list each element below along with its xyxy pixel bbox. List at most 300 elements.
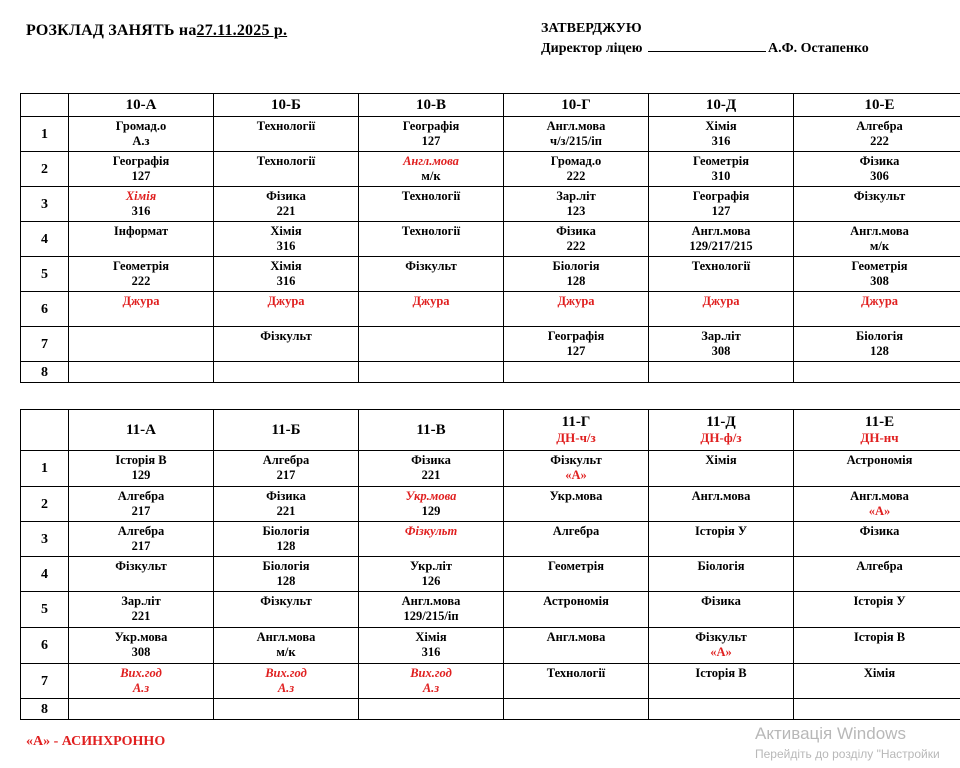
lesson-number: 7 — [21, 664, 69, 699]
lesson-number: 1 — [21, 117, 69, 152]
class-header — [359, 94, 504, 117]
class-header — [69, 94, 214, 117]
lesson-cell — [214, 487, 359, 522]
subject-name: Англ.мова — [850, 224, 909, 238]
lesson-cell — [794, 592, 960, 628]
room-or-note: 217 — [131, 539, 151, 553]
class-subtitle: ДН-ф/з — [700, 430, 742, 445]
room-or-note: 316 — [711, 134, 731, 148]
lesson-cell — [504, 362, 649, 383]
class-header — [214, 410, 359, 451]
lesson-number: 5 — [21, 592, 69, 628]
subject-name: Алгебра — [552, 524, 600, 538]
subject-name: Географія — [692, 189, 750, 203]
lesson-cell — [214, 522, 359, 557]
lesson-number: 7 — [21, 327, 69, 362]
lesson-cell — [69, 522, 214, 557]
corner-cell — [21, 94, 69, 117]
class-name: 10-Д — [705, 96, 737, 113]
lesson-cell — [359, 152, 504, 187]
room-or-note: 308 — [131, 645, 151, 659]
lesson-cell — [214, 592, 359, 628]
lesson-cell — [359, 292, 504, 327]
lesson-cell — [504, 152, 649, 187]
subject-name: Астрономія — [543, 594, 609, 608]
lesson-cell — [214, 187, 359, 222]
subject-name: Укр.мова — [549, 489, 603, 503]
lesson-cell — [649, 222, 794, 257]
lesson-cell — [359, 117, 504, 152]
lesson-cell — [69, 152, 214, 187]
room-or-note: «А» — [710, 645, 732, 659]
approval-block — [541, 19, 869, 59]
title-date: 27.11.2025 р. — [196, 22, 288, 39]
subject-name: Громад.о — [550, 154, 602, 168]
subject-name: Фізкульт — [550, 453, 602, 467]
windows-activation-watermark — [755, 724, 940, 761]
subject-name: Технології — [691, 259, 751, 273]
room-or-note: 222 — [131, 274, 151, 288]
room-or-note: 128 — [276, 574, 296, 588]
subject-name: Технології — [401, 224, 461, 238]
lesson-cell — [649, 327, 794, 362]
lesson-cell — [649, 664, 794, 699]
lesson-number: 2 — [21, 152, 69, 187]
subject-name: Хімія — [705, 119, 737, 133]
subject-name: Англ.мова — [403, 154, 459, 168]
lesson-cell — [794, 292, 960, 327]
room-or-note: 221 — [276, 204, 296, 218]
class-header — [794, 410, 960, 451]
room-or-note: 127 — [566, 344, 586, 358]
lesson-cell — [359, 557, 504, 592]
lesson-number: 8 — [21, 699, 69, 720]
subject-name: Англ.мова — [401, 594, 461, 608]
room-or-note: 129/215/іп — [403, 609, 459, 623]
room-or-note: А.з — [132, 134, 150, 148]
lesson-cell — [794, 487, 960, 522]
lesson-cell — [504, 592, 649, 628]
subject-name: Вих.год — [265, 666, 307, 680]
lesson-row — [21, 522, 960, 557]
subject-name: Вих.год — [120, 666, 162, 680]
lesson-cell — [359, 451, 504, 487]
lesson-number: 4 — [21, 557, 69, 592]
room-or-note: 308 — [711, 344, 731, 358]
subject-name: Геометрія — [851, 259, 908, 273]
class-name: 11-А — [126, 421, 156, 438]
lesson-row — [21, 487, 960, 522]
subject-name: Алгебра — [262, 453, 310, 467]
room-or-note: «А» — [565, 468, 587, 482]
room-or-note: 126 — [421, 574, 441, 588]
room-or-note: «А» — [868, 504, 891, 518]
lesson-row — [21, 592, 960, 628]
room-or-note: 127 — [131, 169, 151, 183]
lesson-row — [21, 628, 960, 664]
lesson-row — [21, 451, 960, 487]
subject-name: Укр.мова — [405, 489, 457, 503]
lesson-cell — [649, 117, 794, 152]
lesson-cell — [214, 557, 359, 592]
lesson-cell — [649, 592, 794, 628]
header-row — [21, 94, 960, 117]
lesson-number: 6 — [21, 292, 69, 327]
class-header — [649, 410, 794, 451]
lesson-cell — [504, 327, 649, 362]
lesson-cell — [649, 187, 794, 222]
subject-name: Фізика — [556, 224, 596, 238]
lesson-cell — [794, 222, 960, 257]
lesson-cell — [649, 487, 794, 522]
lesson-cell — [649, 628, 794, 664]
lesson-cell — [649, 451, 794, 487]
lesson-cell — [504, 117, 649, 152]
subject-name: Технології — [401, 189, 461, 203]
lesson-row — [21, 257, 960, 292]
subject-name: Хімія — [270, 224, 302, 238]
lesson-cell — [359, 628, 504, 664]
class-name: 11-В — [416, 421, 446, 438]
lesson-number: 1 — [21, 451, 69, 487]
watermark-line1: Активація Windows — [755, 724, 906, 743]
class-subtitle: ДН-ч/з — [556, 430, 596, 445]
subject-name: Хімія — [270, 259, 302, 273]
director-name: А.Ф. Остапенко — [767, 41, 869, 56]
lesson-cell — [794, 522, 960, 557]
lesson-cell — [69, 257, 214, 292]
subject-name: Укр.мова — [114, 630, 168, 644]
lesson-cell — [794, 362, 960, 383]
lesson-row — [21, 187, 960, 222]
room-or-note: 306 — [870, 169, 889, 183]
class-name: 11-Г — [561, 414, 591, 430]
lesson-cell — [214, 699, 359, 720]
lesson-row — [21, 362, 960, 383]
room-or-note: А.з — [422, 681, 440, 695]
lesson-number: 8 — [21, 362, 69, 383]
subject-name: Астрономія — [846, 453, 913, 467]
lesson-cell — [649, 362, 794, 383]
subject-name: Історія У — [853, 594, 906, 608]
room-or-note: 222 — [566, 239, 586, 253]
lesson-cell — [359, 592, 504, 628]
lesson-row — [21, 117, 960, 152]
room-or-note: ч/з/215/іп — [550, 134, 602, 148]
title-prefix: РОЗКЛАД ЗАНЯТЬ на — [26, 22, 197, 39]
room-or-note: 129/217/215 — [689, 239, 753, 253]
class-header — [794, 94, 960, 117]
room-or-note: 129 — [131, 468, 151, 482]
subject-name: Хімія — [705, 453, 737, 467]
lesson-cell — [794, 152, 960, 187]
lesson-cell — [649, 292, 794, 327]
lesson-cell — [69, 664, 214, 699]
subject-name: Джура — [122, 294, 160, 308]
room-or-note: 127 — [711, 204, 731, 218]
lesson-cell — [649, 699, 794, 720]
subject-name: Англ.мова — [850, 489, 909, 503]
lesson-cell — [214, 327, 359, 362]
subject-name: Алгебра — [856, 559, 903, 573]
subject-name: Алгебра — [117, 524, 165, 538]
lesson-cell — [794, 557, 960, 592]
room-or-note: 128 — [566, 274, 586, 288]
room-or-note: 221 — [131, 609, 151, 623]
lesson-number: 3 — [21, 187, 69, 222]
lesson-row — [21, 699, 960, 720]
lesson-cell — [794, 451, 960, 487]
lesson-number: 3 — [21, 522, 69, 557]
lesson-cell — [214, 292, 359, 327]
subject-name: Фізкульт — [405, 259, 457, 273]
room-or-note: 222 — [566, 169, 586, 183]
lesson-cell — [69, 557, 214, 592]
room-or-note: 316 — [276, 239, 296, 253]
lesson-cell — [69, 327, 214, 362]
subject-name: Історія В — [695, 666, 747, 680]
room-or-note: 308 — [870, 274, 889, 288]
lesson-cell — [504, 451, 649, 487]
lesson-cell — [69, 117, 214, 152]
lesson-cell — [504, 522, 649, 557]
schedule-table-grade11 — [20, 409, 960, 720]
lesson-cell — [504, 187, 649, 222]
lesson-cell — [504, 699, 649, 720]
class-header — [359, 410, 504, 451]
subject-name: Джура — [860, 294, 899, 308]
room-or-note: 222 — [870, 134, 889, 148]
class-name: 11-Е — [864, 414, 895, 430]
subject-name: Технології — [256, 119, 316, 133]
watermark-line2: Перейдіть до розділу "Настройки — [755, 747, 940, 761]
lesson-cell — [359, 187, 504, 222]
lesson-cell — [649, 522, 794, 557]
lesson-row — [21, 664, 960, 699]
lesson-row — [21, 557, 960, 592]
lesson-cell — [794, 327, 960, 362]
subject-name: Джура — [702, 294, 740, 308]
subject-name: Укр.літ — [409, 559, 453, 573]
subject-name: Фізкульт — [115, 559, 167, 573]
subject-name: Зар.літ — [121, 594, 161, 608]
lesson-cell — [69, 292, 214, 327]
lesson-cell — [359, 699, 504, 720]
room-or-note: 127 — [421, 134, 441, 148]
subject-name: Географія — [547, 329, 605, 343]
lesson-cell — [214, 152, 359, 187]
lesson-cell — [69, 451, 214, 487]
lesson-cell — [359, 362, 504, 383]
lesson-cell — [359, 327, 504, 362]
room-or-note: м/к — [869, 239, 890, 253]
subject-name: Фізика — [859, 154, 900, 168]
room-or-note: 221 — [276, 504, 296, 518]
subject-name: Географія — [402, 119, 460, 133]
subject-name: Технології — [546, 666, 606, 680]
lesson-cell — [794, 187, 960, 222]
lesson-cell — [69, 487, 214, 522]
room-or-note: 221 — [421, 468, 441, 482]
class-header — [504, 410, 649, 451]
subject-name: Джура — [267, 294, 305, 308]
class-header — [214, 94, 359, 117]
room-or-note: 217 — [276, 468, 296, 482]
lesson-cell — [649, 152, 794, 187]
room-or-note: 129 — [421, 504, 441, 518]
lesson-cell — [359, 664, 504, 699]
class-name: 10-А — [125, 96, 157, 113]
lesson-cell — [69, 362, 214, 383]
room-or-note: А.з — [277, 681, 295, 695]
subject-name: Біологія — [697, 559, 745, 573]
subject-name: Англ.мова — [691, 224, 751, 238]
lesson-cell — [649, 257, 794, 292]
subject-name: Алгебра — [856, 119, 903, 133]
subject-name: Хімія — [863, 666, 896, 680]
subject-name: Геометрія — [112, 259, 170, 273]
lesson-cell — [504, 628, 649, 664]
subject-name: Фізкульт — [260, 329, 312, 343]
subject-name: Алгебра — [117, 489, 165, 503]
lesson-cell — [504, 664, 649, 699]
header-row — [21, 410, 960, 451]
subject-name: Геометрія — [547, 559, 605, 573]
lesson-cell — [69, 187, 214, 222]
lesson-cell — [794, 628, 960, 664]
subject-name: Біологія — [856, 329, 903, 343]
subject-name: Історія В — [853, 630, 906, 644]
lesson-cell — [214, 451, 359, 487]
room-or-note: 316 — [276, 274, 296, 288]
subject-name: Біологія — [262, 559, 310, 573]
room-or-note: 128 — [276, 539, 296, 553]
subject-name: Фізкульт — [404, 524, 458, 538]
subject-name: Фізика — [266, 189, 306, 203]
lesson-number: 4 — [21, 222, 69, 257]
room-or-note: 310 — [711, 169, 731, 183]
subject-name: Інформат — [113, 224, 169, 238]
class-name: 10-Г — [561, 96, 591, 113]
page-title — [26, 22, 287, 40]
lesson-number: 6 — [21, 628, 69, 664]
corner-cell — [21, 410, 69, 451]
lesson-cell — [214, 362, 359, 383]
subject-name: Історія В — [115, 453, 167, 467]
subject-name: Фізика — [266, 489, 306, 503]
subject-name: Фізкульт — [260, 594, 312, 608]
subject-name: Англ.мова — [546, 119, 606, 133]
subject-name: Історія У — [694, 524, 748, 538]
class-name: 10-Е — [864, 96, 895, 113]
room-or-note: А.з — [132, 681, 150, 695]
signature-line — [648, 39, 766, 52]
lesson-number: 5 — [21, 257, 69, 292]
subject-name: Біологія — [552, 259, 600, 273]
subject-name: Географія — [112, 154, 170, 168]
lesson-cell — [214, 222, 359, 257]
lesson-cell — [359, 522, 504, 557]
footnote-async: «А» - АСИНХРОННО — [26, 734, 166, 749]
subject-name: Англ.мова — [256, 630, 316, 644]
class-header — [69, 410, 214, 451]
lesson-row — [21, 152, 960, 187]
subject-name: Фізкульт — [695, 630, 747, 644]
subject-name: Біологія — [262, 524, 310, 538]
lesson-cell — [359, 487, 504, 522]
subject-name: Зар.літ — [701, 329, 741, 343]
lesson-cell — [214, 257, 359, 292]
lesson-row — [21, 222, 960, 257]
lesson-cell — [794, 117, 960, 152]
lesson-cell — [504, 487, 649, 522]
subject-name: Геометрія — [692, 154, 750, 168]
subject-name: Фізика — [411, 453, 451, 467]
subject-name: Джура — [557, 294, 595, 308]
lesson-cell — [504, 257, 649, 292]
lesson-cell — [359, 257, 504, 292]
class-header — [649, 94, 794, 117]
lesson-cell — [504, 292, 649, 327]
subject-name: Зар.літ — [556, 189, 596, 203]
subject-name: Вих.год — [410, 666, 452, 680]
subject-name: Джура — [412, 294, 450, 308]
approve-label: ЗАТВЕРДЖУЮ — [541, 21, 642, 36]
lesson-cell — [69, 699, 214, 720]
lesson-cell — [69, 592, 214, 628]
lesson-cell — [69, 628, 214, 664]
subject-name: Англ.мова — [546, 630, 606, 644]
lesson-number: 2 — [21, 487, 69, 522]
lesson-cell — [504, 222, 649, 257]
room-or-note: м/к — [276, 645, 296, 659]
subject-name: Хімія — [415, 630, 447, 644]
lesson-cell — [69, 222, 214, 257]
lesson-cell — [359, 222, 504, 257]
subject-name: Хімія — [125, 189, 157, 203]
lesson-cell — [214, 628, 359, 664]
lesson-cell — [214, 117, 359, 152]
subject-name: Фізкульт — [853, 189, 906, 203]
room-or-note: 123 — [566, 204, 586, 218]
room-or-note: 316 — [131, 204, 151, 218]
lesson-row — [21, 292, 960, 327]
lesson-cell — [794, 257, 960, 292]
class-name: 10-В — [416, 96, 446, 113]
room-or-note: 217 — [131, 504, 151, 518]
subject-name: Фізика — [859, 524, 900, 538]
lesson-cell — [214, 664, 359, 699]
subject-name: Громад.о — [115, 119, 167, 133]
subject-name: Англ.мова — [691, 489, 751, 503]
class-header — [504, 94, 649, 117]
subject-name: Фізика — [701, 594, 741, 608]
class-name: 10-Б — [271, 96, 301, 113]
schedule-table-grade10 — [20, 93, 960, 383]
class-name: 11-Б — [271, 421, 301, 438]
room-or-note: 128 — [870, 344, 889, 358]
subject-name: Технології — [256, 154, 316, 168]
lesson-row — [21, 327, 960, 362]
room-or-note: м/к — [421, 169, 441, 183]
class-name: 11-Д — [706, 414, 736, 430]
class-subtitle: ДН-нч — [860, 430, 899, 445]
lesson-cell — [794, 699, 960, 720]
room-or-note: 316 — [421, 645, 441, 659]
lesson-cell — [504, 557, 649, 592]
director-line — [541, 39, 869, 59]
lesson-cell — [649, 557, 794, 592]
